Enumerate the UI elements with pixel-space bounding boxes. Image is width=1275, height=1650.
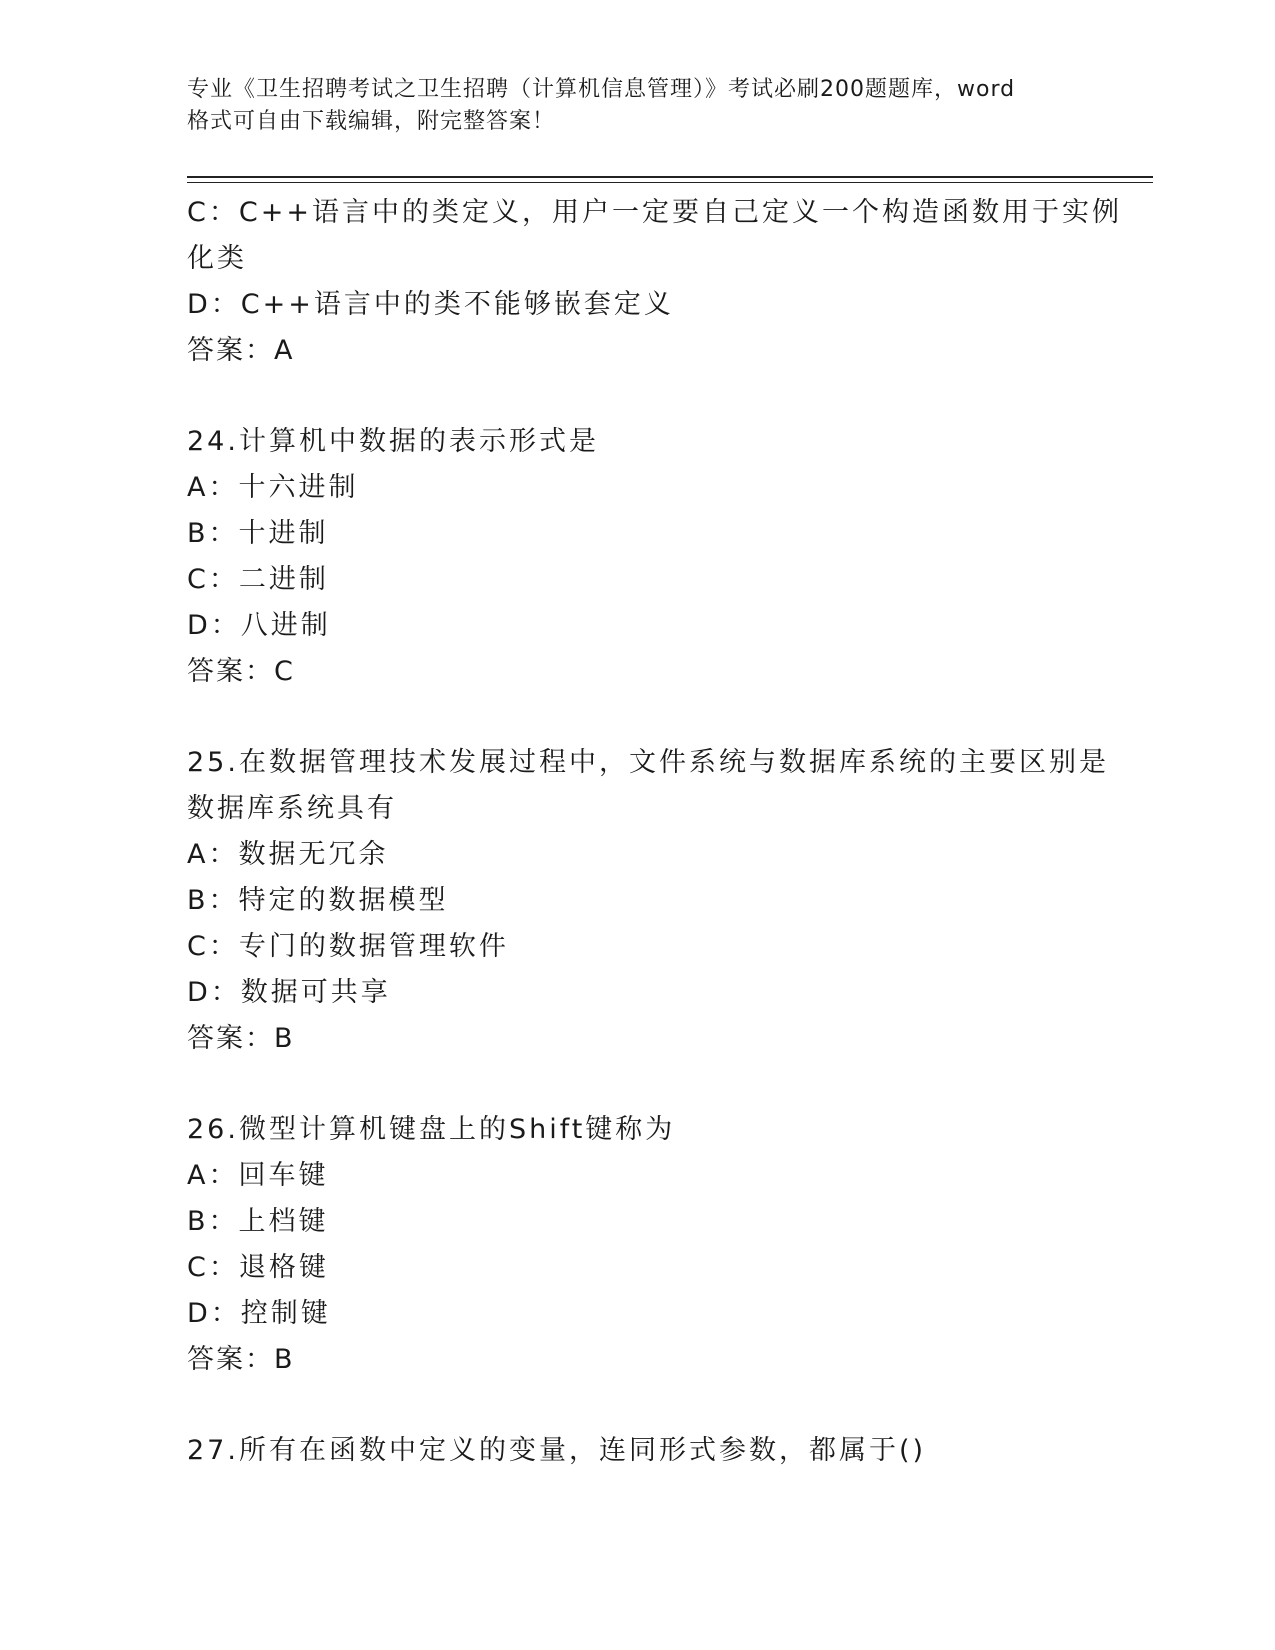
question-text: 24.计算机中数据的表示形式是 — [187, 426, 599, 457]
answer-line: 答案：B — [187, 1344, 295, 1375]
question-text-continued: 数据库系统具有 — [187, 793, 397, 824]
option-b: B：十进制 — [187, 518, 329, 549]
answer-line: 答案：B — [187, 1023, 295, 1054]
header-title-line-2: 格式可自由下载编辑，附完整答案！ — [187, 109, 556, 134]
option-c: C：C++语言中的类定义，用户一定要自己定义一个构造函数用于实例 — [187, 197, 1122, 228]
answer-line: 答案：A — [187, 335, 295, 366]
header-divider-thin — [187, 182, 1153, 183]
option-a: A：数据无冗余 — [187, 839, 389, 870]
option-c: C：退格键 — [187, 1252, 329, 1283]
option-c: C：二进制 — [187, 564, 329, 595]
option-d: D：控制键 — [187, 1298, 331, 1329]
question-text: 26.微型计算机键盘上的Shift键称为 — [187, 1114, 676, 1145]
option-c-continued: 化类 — [187, 243, 247, 274]
header-title-line-1: 专业《卫生招聘考试之卫生招聘（计算机信息管理）》考试必刷200题题库，word — [187, 77, 1016, 102]
question-block-23 — [187, 190, 1122, 374]
option-a: A：回车键 — [187, 1160, 329, 1191]
option-d: D：八进制 — [187, 610, 331, 641]
header-divider-thick — [187, 176, 1153, 178]
question-block-25 — [187, 740, 1109, 1062]
option-b: B：特定的数据模型 — [187, 885, 449, 916]
question-block-26 — [187, 1107, 1087, 1383]
option-d: D：数据可共享 — [187, 977, 391, 1008]
option-d: D：C++语言中的类不能够嵌套定义 — [187, 289, 674, 320]
option-b: B：上档键 — [187, 1206, 329, 1237]
option-a: A：十六进制 — [187, 472, 359, 503]
document-header — [187, 74, 1087, 138]
question-text: 25.在数据管理技术发展过程中，文件系统与数据库系统的主要区别是 — [187, 747, 1109, 778]
question-block-27 — [187, 1428, 1087, 1474]
question-list — [187, 190, 1122, 1474]
answer-line: 答案：C — [187, 656, 295, 687]
option-c: C：专门的数据管理软件 — [187, 931, 509, 962]
question-text: 27.所有在函数中定义的变量，连同形式参数，都属于() — [187, 1435, 927, 1466]
question-block-24 — [187, 419, 1087, 695]
